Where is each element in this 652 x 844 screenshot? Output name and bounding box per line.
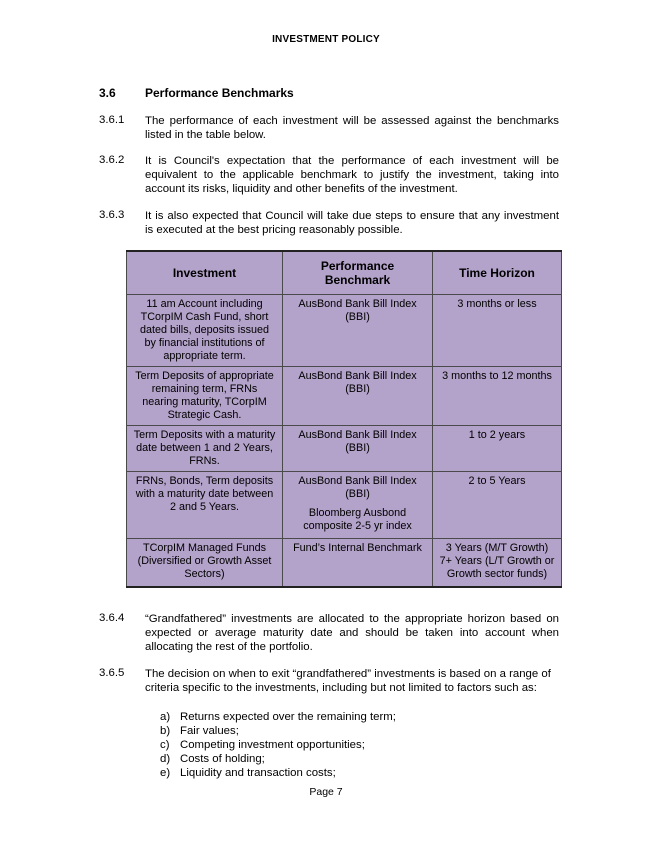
benchmark-cell: AusBond Bank Bill Index (BBI) [283, 295, 433, 367]
list-item-text: Competing investment opportunities; [180, 739, 365, 751]
paragraph-number: 3.6.2 [99, 154, 125, 166]
list-item [160, 752, 396, 766]
list-item-letter: d) [160, 753, 171, 765]
investment-cell: Term Deposits of appropriate remaining term, FRNs nearing maturity, TCorpIM Strategic Cash. [127, 367, 283, 426]
table-row [127, 367, 562, 426]
factors-list [160, 710, 396, 780]
table-header-row [127, 251, 562, 295]
paragraph-text: It is also expected that Council will take due steps to ensure that any investment is executed at the best pricing reasonably possible. [145, 210, 559, 236]
paragraph-number: 3.6.3 [99, 209, 125, 221]
paragraph-text: The performance of each investment will be assessed against the benchmarks listed in the table below. [145, 115, 559, 141]
list-item-text: Liquidity and transaction costs; [180, 767, 336, 779]
list-item-letter: a) [160, 711, 171, 723]
paragraph-number: 3.6.5 [99, 667, 125, 679]
list-item-letter: c) [160, 739, 170, 751]
column-header-benchmark: Performance Benchmark [283, 251, 433, 295]
section-title: Performance Benchmarks [145, 86, 294, 100]
list-item [160, 738, 396, 752]
investment-cell: TCorpIM Managed Funds (Diversified or Growth Asset Sectors) [127, 539, 283, 587]
investment-cell: Term Deposits with a maturity date between 1 and 2 Years, FRNs. [127, 426, 283, 472]
benchmark-cell: AusBond Bank Bill Index (BBI) [283, 426, 433, 472]
paragraph-text: It is Council's expectation that the performance of each investment will be equivalent to the applicable benchmark to justify the investment, taking into account its risks, liquidity and other benefits of the investment. [145, 155, 559, 195]
table-row [127, 295, 562, 367]
table-row [127, 472, 562, 539]
horizon-cell: 3 Years (M/T Growth) 7+ Years (L/T Growth or Growth sector funds) [433, 539, 562, 587]
horizon-cell: 2 to 5 Years [433, 472, 562, 539]
column-header-horizon: Time Horizon [433, 251, 562, 295]
horizon-cell: 3 months to 12 months [433, 367, 562, 426]
benchmark-secondary: Bloomberg Ausbond composite 2-5 yr index [303, 507, 412, 532]
list-item [160, 724, 396, 738]
table-row [127, 426, 562, 472]
benchmark-cell: Fund’s Internal Benchmark [283, 539, 433, 587]
benchmark-cell [283, 472, 433, 539]
investment-cell: 11 am Account including TCorpIM Cash Fund, short dated bills, deposits issued by financial institutions of appropriate term. [127, 295, 283, 367]
paragraph-text: The decision on when to exit “grandfathered” investments is based on a range of criteria specific to the investments, including but not limited to factors such as: [145, 668, 551, 694]
benchmarks-table-container [126, 250, 562, 588]
list-item-text: Costs of holding; [180, 753, 265, 765]
investment-cell: FRNs, Bonds, Term deposits with a maturity date between 2 and 5 Years. [127, 472, 283, 539]
column-header-investment: Investment [127, 251, 283, 295]
section-number: 3.6 [99, 86, 116, 100]
paragraph-number: 3.6.4 [99, 612, 125, 624]
list-item-text: Returns expected over the remaining term; [180, 711, 396, 723]
benchmarks-table [126, 250, 562, 588]
horizon-cell: 1 to 2 years [433, 426, 562, 472]
document-header: INVESTMENT POLICY [272, 34, 380, 45]
horizon-cell: 3 months or less [433, 295, 562, 367]
list-item-text: Fair values; [180, 725, 239, 737]
list-item [160, 766, 396, 780]
page-number: Page 7 [309, 786, 343, 798]
paragraph-number: 3.6.1 [99, 114, 125, 126]
list-item-letter: b) [160, 725, 171, 737]
list-item-letter: e) [160, 767, 171, 779]
benchmark-primary: AusBond Bank Bill Index (BBI) [298, 475, 417, 500]
benchmark-cell: AusBond Bank Bill Index (BBI) [283, 367, 433, 426]
paragraph-text: “Grandfathered” investments are allocated to the appropriate horizon based on expected or average maturity date and should be taken into account when allocating the rest of the portfolio. [145, 613, 559, 653]
table-row [127, 539, 562, 587]
list-item [160, 710, 396, 724]
